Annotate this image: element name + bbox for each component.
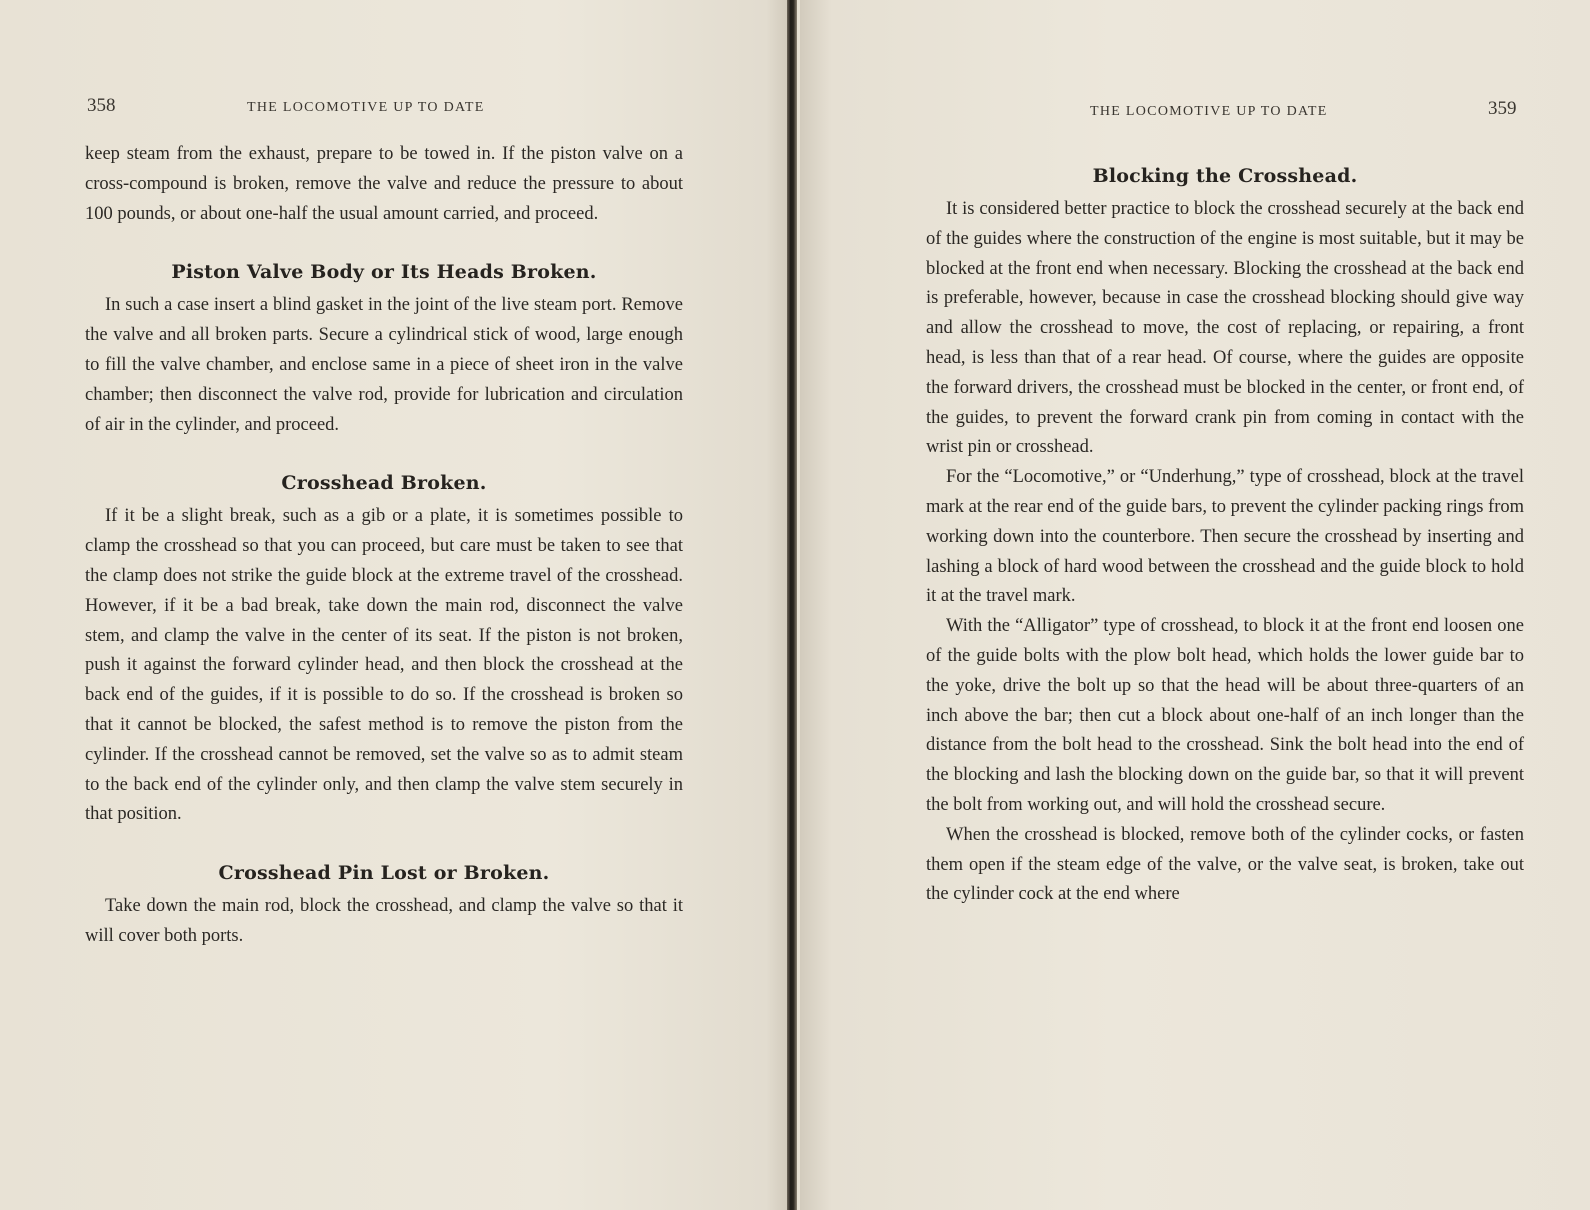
book-gutter <box>787 0 797 1210</box>
section-paragraph: In such a case insert a blind gasket in the joint of the live steam port. Remove the valve and all broken parts. Secure a cylindrical stick of wood, large enough to fill the valve chamber, and enclose same in a piece of sheet iron in the valve chamber; then disconnect the valve rod, provide for lubrication and circulation of air in the cylinder, and proceed. <box>85 295 683 435</box>
running-head: THE LOCOMOTIVE UP TO DATE <box>1090 104 1328 119</box>
section-heading: Blocking the Crosshead. <box>1092 165 1358 187</box>
page-number: 359 <box>1488 98 1517 119</box>
page-number: 358 <box>87 95 116 116</box>
left-text-column <box>85 140 683 952</box>
left-page <box>0 0 790 1210</box>
intro-paragraph: keep steam from the exhaust, prepare to be towed in. If the piston valve on a cross-compound is broken, remove the valve and reduce the pressure to about 100 pounds, or about one-half the usual amount carried, and proceed. <box>85 144 683 224</box>
section-heading: Crosshead Pin Lost or Broken. <box>218 862 550 885</box>
section-paragraph: Take down the main rod, block the crosshead, and clamp the valve so that it will cover both ports. <box>85 896 683 946</box>
section-heading: Piston Valve Body or Its Heads Broken. <box>171 261 597 284</box>
right-page <box>800 0 1590 1210</box>
section-paragraph: It is considered better practice to block the crosshead securely at the back end of the guides where the construction of the engine is most suitable, but it may be blocked at the front end when necessary. Blocking the crosshead at the back end is preferable, however, because in case the crosshead blocking should give way and allow the crosshead to move, the cost of replacing, or repairing, a front head, is less than that of a rear head. Of course, where the guides are opposite the forward drivers, the crosshead must be blocked in the center, or front end, of the guides, to prevent the forward crank pin from coming in contact with the wrist pin or crosshead. <box>926 199 1524 458</box>
section-paragraph: If it be a slight break, such as a gib or a plate, it is sometimes possible to clamp the crosshead so that you can proceed, but care must be taken to see that the clamp does not strike the guide block at the extreme travel of the crosshead. However, if it be a bad break, take down the main rod, disconnect the valve stem, and clamp the valve in the center of its seat. If the piston is not broken, push it against the forward cylinder head, and then block the crosshead at the back end of the guides, if it is possible to do so. If the crosshead is broken so that it cannot be blocked, the safest method is to remove the piston from the cylinder. If the crosshead cannot be removed, set the valve so as to admit steam to the back end of the cylinder only, and then clamp the valve stem securely in that position. <box>85 506 683 825</box>
right-text-column <box>926 165 1524 910</box>
section-heading: Crosshead Broken. <box>281 472 487 495</box>
section-paragraph: For the “Locomotive,” or “Underhung,” type of crosshead, block at the travel mark at the rear end of the guide bars, to prevent the cylinder packing rings from working down into the counterbore. Then secure the crosshead by inserting and lashing a block of hard wood between the crosshead and the guide block to hold it at the travel mark. <box>926 467 1524 607</box>
section-paragraph: When the crosshead is blocked, remove both of the cylinder cocks, or fasten them open if the steam edge of the valve, or the valve seat, is broken, take out the cylinder cock at the end where <box>926 824 1524 905</box>
section-paragraph: With the “Alligator” type of crosshead, to block it at the front end loosen one of the guide bolts with the plow bolt head, which holds the lower guide bar to the yoke, drive the bolt up so that the head will be about three-quarters of an inch above the bar; then cut a block about one-half of an inch longer than the distance from the bolt head to the crosshead. Sink the bolt head into the end of the blocking and lash the blocking down on the guide bar, so that it will prevent the bolt from working out, and will hold the crosshead secure. <box>926 616 1524 815</box>
running-head: THE LOCOMOTIVE UP TO DATE <box>247 100 485 115</box>
